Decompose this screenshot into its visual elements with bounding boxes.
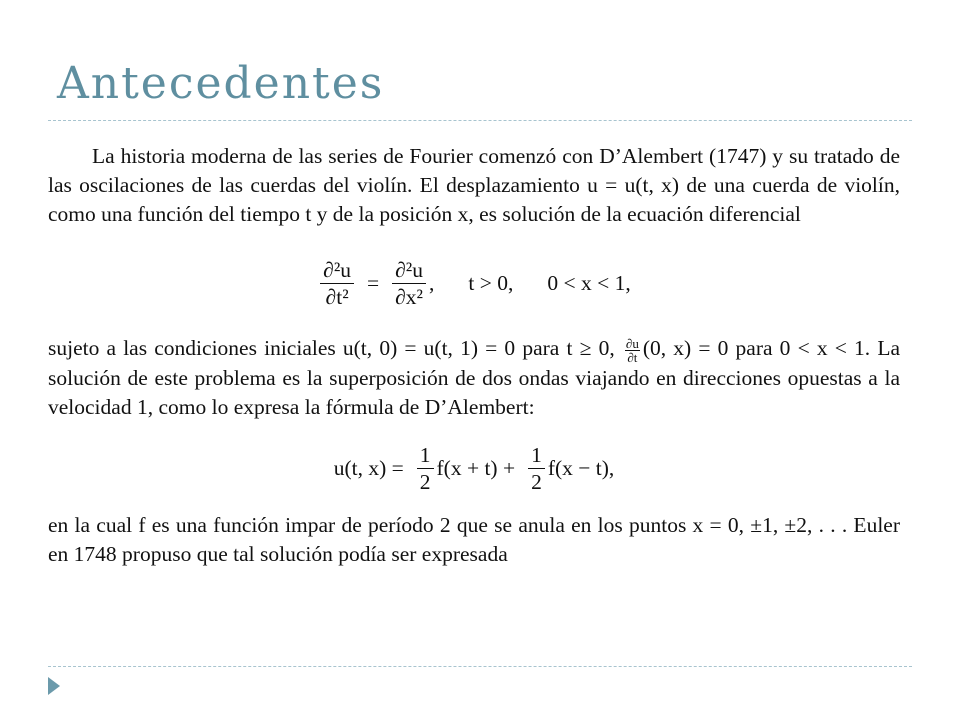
dalembert-lhs: u(t, x) = bbox=[333, 455, 404, 480]
dalembert-fraction-1-numerator: 1 bbox=[417, 442, 434, 469]
title-divider bbox=[48, 120, 912, 121]
dalembert-fraction-1 bbox=[417, 442, 434, 495]
wave-equation bbox=[48, 257, 900, 310]
paragraph-conditions bbox=[48, 334, 900, 422]
wave-eq-separator: , bbox=[429, 271, 435, 295]
dalembert-fraction-1-denominator: 2 bbox=[419, 469, 431, 494]
wave-eq-condition-space: 0 < x < 1, bbox=[547, 271, 631, 295]
paragraph-intro: La historia moderna de las series de Fourier comenzó con D’Alembert (1747) y su tratado de las oscilaciones de las cuerdas del violín. El desplazamiento u = u(t, x) de una cuerda de violín, como una función del tiempo t y de la posición x, es solución de la ecuación diferencial bbox=[48, 144, 900, 226]
dalembert-fraction-2 bbox=[528, 442, 545, 495]
wave-eq-rhs-denominator: ∂x² bbox=[395, 285, 424, 309]
wave-eq-lhs-numerator: ∂²u bbox=[320, 257, 354, 284]
wave-eq-lhs-fraction bbox=[320, 257, 354, 310]
paragraph-euler: en la cual f es una función impar de período 2 que se anula en los puntos x = 0, ±1, ±2, . . . Euler en 1748 propuso que tal solución podía ser expresada bbox=[48, 512, 900, 566]
dalembert-formula bbox=[48, 442, 900, 495]
partial-derivative-numerator: ∂u bbox=[625, 335, 639, 351]
partial-derivative-denominator: ∂t bbox=[627, 349, 638, 365]
dalembert-fraction-2-denominator: 2 bbox=[531, 469, 542, 494]
footer-divider bbox=[48, 666, 912, 667]
partial-derivative-fraction bbox=[625, 337, 640, 364]
wave-eq-rhs-fraction bbox=[392, 257, 426, 310]
wave-eq-lhs-denominator: ∂t² bbox=[325, 285, 349, 309]
dalembert-term-1: f(x + t) + bbox=[436, 455, 516, 480]
triangle-bullet-icon bbox=[48, 677, 60, 695]
conditions-text-before: sujeto a las condiciones iniciales u(t, 0) = u(t, 1) = 0 para t ≥ 0, bbox=[48, 336, 615, 360]
dalembert-fraction-2-numerator: 1 bbox=[528, 442, 545, 469]
dalembert-term-2: f(x − t), bbox=[547, 455, 615, 480]
slide-content bbox=[48, 142, 900, 569]
conditions-text-after: (0, x) = 0 para 0 < x < 1. La solución de este problema es la superposición de dos ondas viajando en direcciones opuestas a la velocidad 1, como lo expresa la fórmula de D’Alembert: bbox=[48, 336, 901, 419]
wave-eq-condition-time: t > 0, bbox=[468, 271, 514, 295]
wave-eq-rhs-numerator: ∂²u bbox=[392, 257, 426, 284]
wave-eq-equals: = bbox=[367, 271, 380, 295]
slide-title: Antecedentes bbox=[57, 58, 385, 109]
